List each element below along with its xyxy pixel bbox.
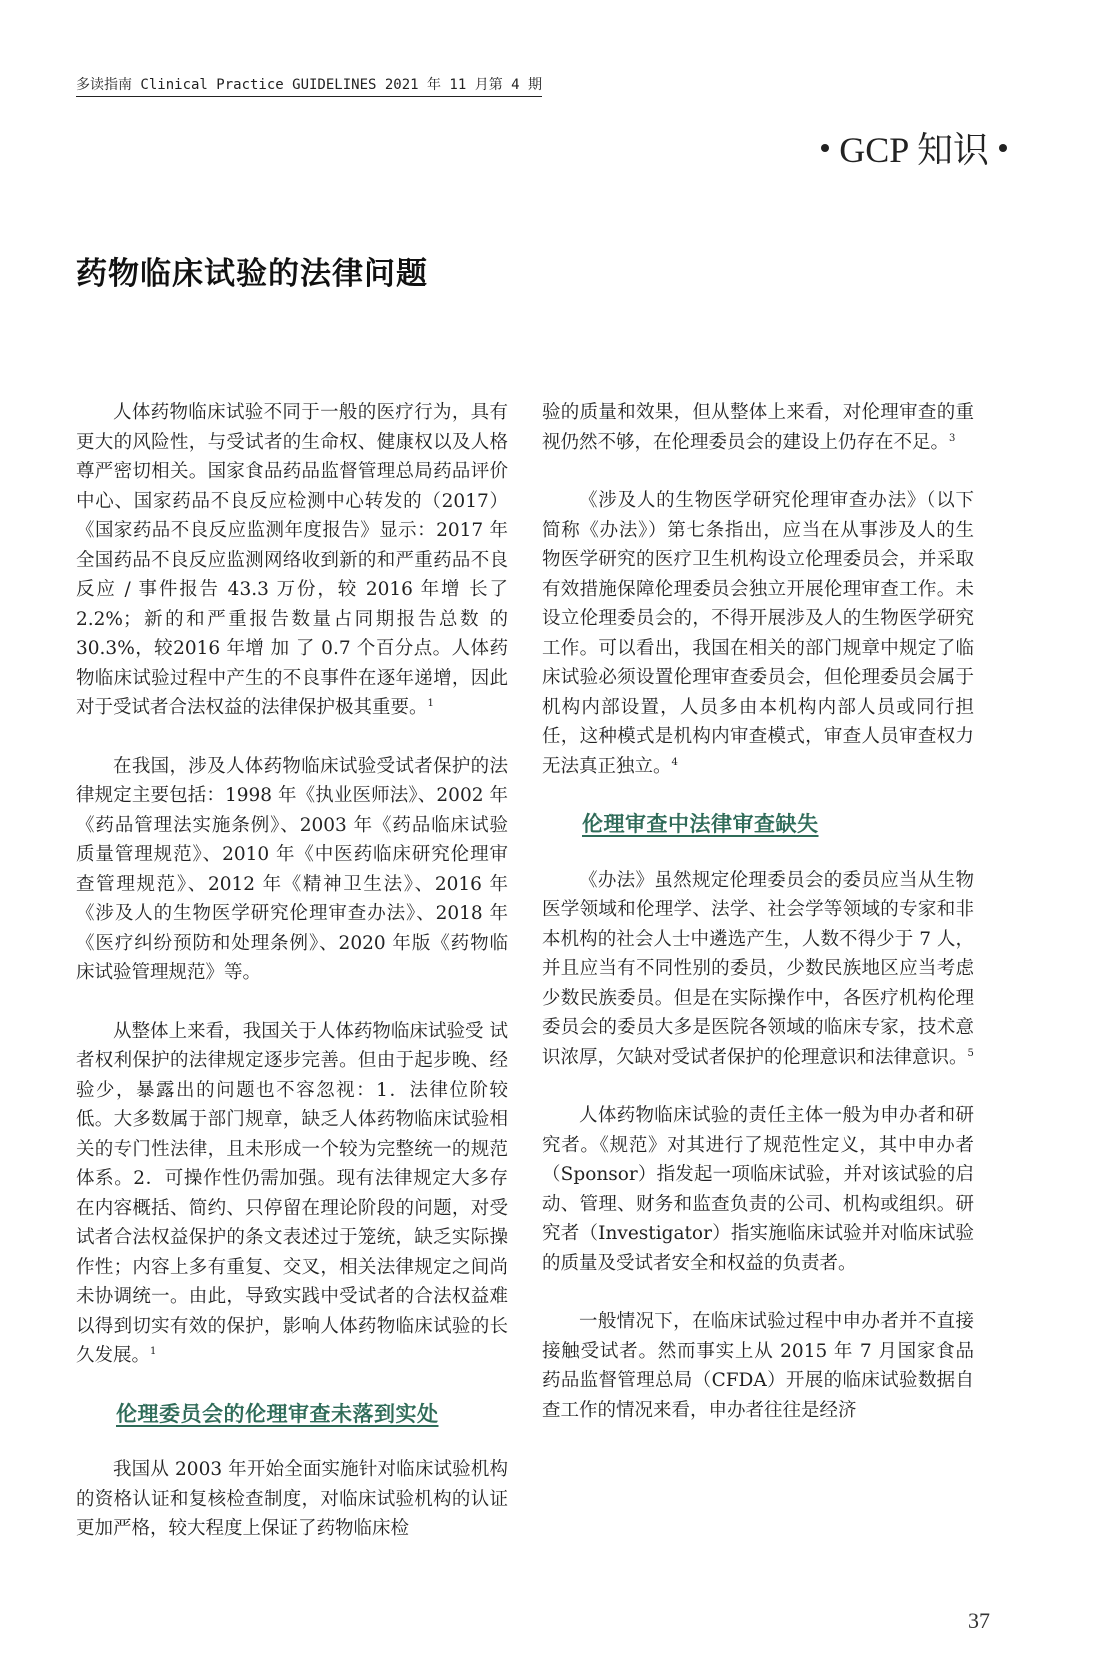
left-column [76, 398, 508, 1573]
paragraph-text: 人体药物临床试验的责任主体一般为申办者和研究者。《规范》对其进行了规范性定义，其中申办者（Sponsor）指发起一项临床试验，并对该试验的启动、管理、财务和监查负责的公司、机构或组织。研究者（Investigator）指实施临床试验并对临床试验的质量及受试者安全和权益的负责者。 [542, 1105, 974, 1274]
footnote-ref: 1 [150, 1345, 157, 1357]
running-header: 多读指南 Clinical Practice GUIDELINES 2021 年 11 月第 4 期 [76, 74, 542, 97]
footnote-ref: 4 [671, 756, 678, 768]
paragraph-text: 验的质量和效果，但从整体上来看，对伦理审查的重视仍然不够，在伦理委员会的建设上仍存在不足。 [542, 402, 974, 453]
footnote-ref: 5 [967, 1047, 974, 1059]
paragraph [542, 1101, 974, 1278]
section-tag [821, 122, 1007, 173]
section-heading: 伦理委员会的伦理审查未落到实处 [116, 1401, 439, 1426]
paragraph [76, 1455, 508, 1544]
footnote-ref: 1 [427, 697, 434, 709]
paragraph-text: 《涉及人的生物医学研究伦理审查办法》（以下 简称《办法》）第七条指出，应当在从事涉及人的生物医学研究的医疗卫生机构设立伦理委员会，并采取有效措施保障伦理委员会独立开展伦理审查工作。未设立伦理委员会的，不得开展涉及人的生物医学研究工作。可以看出，我国在相关的部门规章中规定了临床试验必须设置伦理审查委员会，但伦理委员会属于机构内部设置，人员多由本机构内部人员或同行担任，这种模式是机构内审查模式，审查人员审查权力无法真正独立。 [542, 490, 974, 777]
paragraph-text: 在我国，涉及人体药物临床试验受试者保护的法律规定主要包括：1998 年《执业医师法》、2002 年 《药品管理法实施条例》、2003 年《药品临床试验质量管理规范》、2010 年《中医药临床研究伦理审查管理规范》、2012 年《精神卫生法》、2016 年《涉及人的生物医学研究伦理审查办法》、2018 年《医疗纠纷预防和处理条例》、2020 年版《药物临床试验管理规范》等。 [76, 755, 508, 983]
section-heading: 伦理审查中法律审查缺失 [582, 812, 819, 836]
paragraph-text: 《办法》虽然规定伦理委员会的委员应当从生物医学领域和伦理学、法学、社会学等领域的专家和非本机构的社会人士中遴选产生，人数不得少于 7 人，并且应当有不同性别的委员，少数民族地区应当考虑少数民族委员。但是在实际操作中，各医疗机构伦理委员会的委员大多是医院各领域的临床专家，技术意识浓厚，欠缺对受试者保护的伦理意识和法律意识。 [542, 869, 974, 1068]
bullet-dot-icon [999, 144, 1007, 152]
paragraph [76, 398, 508, 723]
paragraph-text: 我国从 2003 年开始全面实施针对临床试验机构的资格认证和复核检查制度，对临床试验机构的认证更加严格，较大程度上保证了药物临床检 [76, 1459, 508, 1539]
right-column [542, 398, 974, 1454]
article-title: 药物临床试验的法律问题 [76, 256, 428, 292]
paragraph [542, 398, 974, 457]
footnote-ref: 3 [949, 432, 956, 444]
paragraph [542, 866, 974, 1073]
paragraph-text: 人体药物临床试验不同于一般的医疗行为，具有更大的风险性，与受试者的生命权、健康权以及人格尊严密切相关。国家食品药品监督管理总局药品评价中心、国家药品不良反应检测中心转发的（2017）《国家药品不良反应监测年度报告》显示：2017 年全国药品不良反应监测网络收到新的和严重药品不良反应 / 事件报告 43.3 万份，较 2016 年增 长了 2.2%；新的和严重报告数量占同期报告总数 的 30.3%，较2016 年增 加 了 0.7 个百分点。人体药物临床试验过程中产生的不良事件在逐年递增，因此对于受试者合法权益的法律保护极其重要。 [76, 402, 508, 718]
paragraph [542, 1307, 974, 1425]
bullet-dot-icon [821, 144, 829, 152]
section-tag-label: GCP 知识 [839, 130, 989, 170]
paragraph [76, 752, 508, 988]
paragraph [76, 1017, 508, 1371]
paragraph-text: 从整体上来看，我国关于人体药物临床试验受 试者权利保护的法律规定逐步完善。但由于起步晚、经验少，暴露出的问题也不容忽视：1．法律位阶较低。大多数属于部门规章，缺乏人体药物临床试验相关的专门性法律，且未形成一个较为完整统一的规范体系。2．可操作性仍需加强。现有法律规定大多存在内容概括、简约、只停留在理论阶段的问题，对受试者合法权益保护的条文表述过于笼统，缺乏实际操作性；内容上多有重复、交叉，相关法律规定之间尚未协调统一。由此，导致实践中受试者的合法权益难以得到切实有效的保护，影响人体药物临床试验的长久发展。 [76, 1020, 508, 1366]
paragraph [542, 486, 974, 781]
paragraph-text: 一般情况下，在临床试验过程中申办者并不直接接触受试者。然而事实上从 2015 年 7 月国家食品药品监督管理总局（CFDA）开展的临床试验数据自查工作的情况来看，申办者往往是经济 [542, 1311, 974, 1421]
page-number: 37 [968, 1608, 990, 1633]
